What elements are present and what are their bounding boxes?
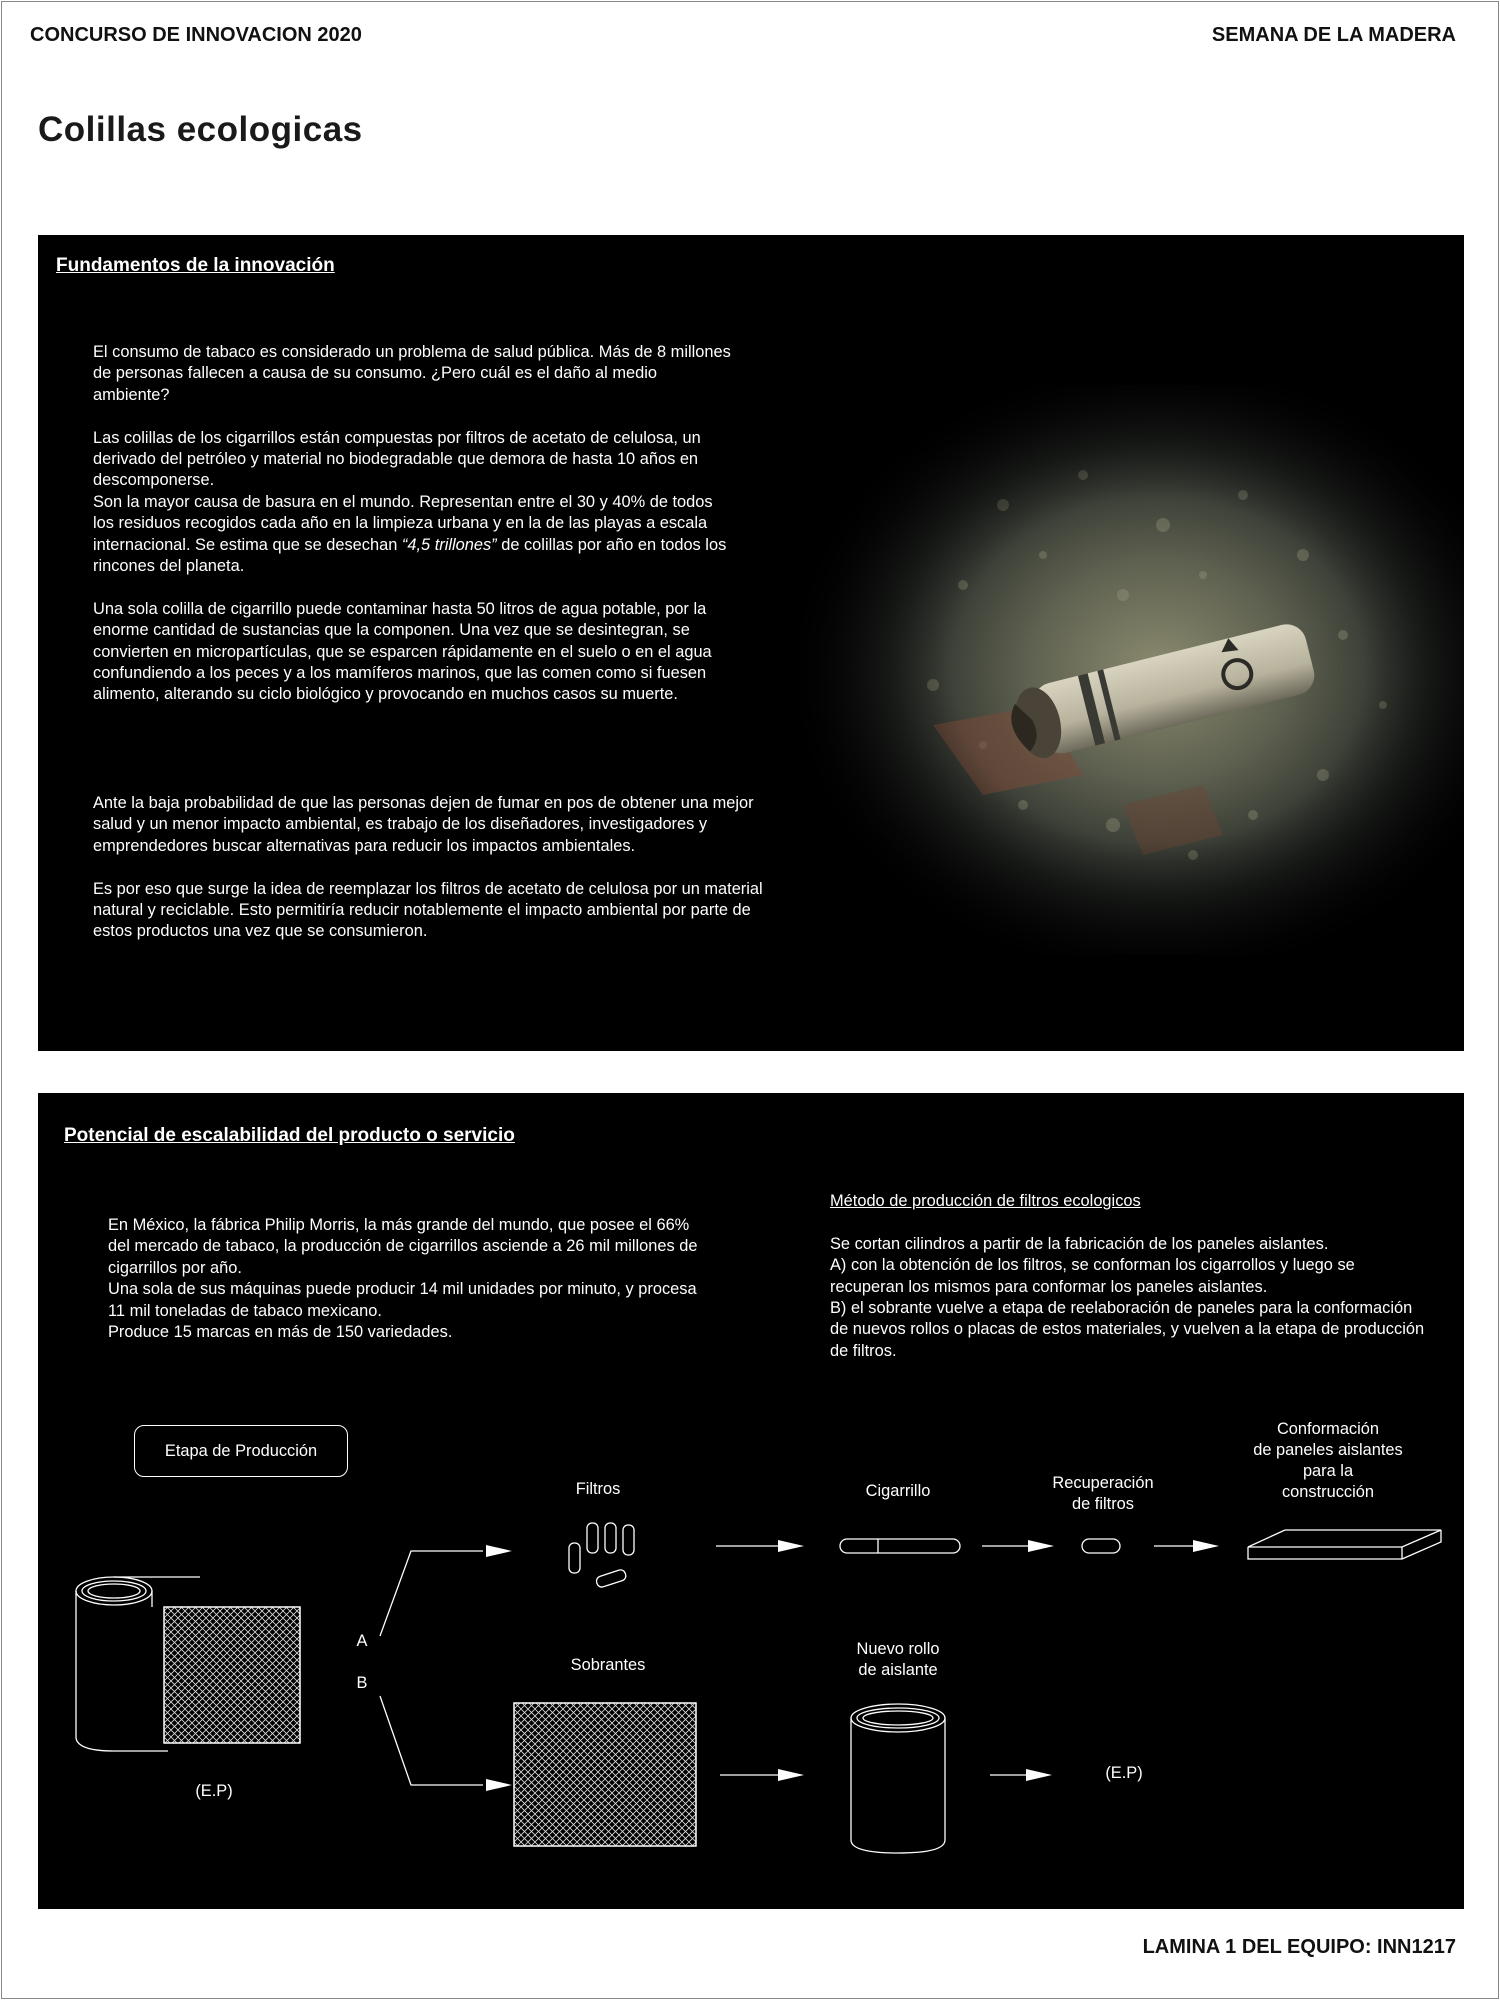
paragraph: Las colillas de los cigarrillos están compuestas por filtros de acetato de celulosa, un derivado del petróleo y material no biodegradable que demora de hasta 10 años en descomponerse.: [93, 428, 701, 490]
leftovers-label: Sobrantes: [570, 1656, 646, 1674]
fundamentals-panel: [38, 235, 1464, 1051]
label-line: de filtros: [1072, 1495, 1134, 1513]
branch-b-label: B: [356, 1674, 368, 1692]
ep-right-label: (E.P): [1105, 1764, 1143, 1782]
contest-header: CONCURSO DE INNOVACION 2020: [30, 24, 362, 46]
label-line: de paneles aislantes: [1253, 1441, 1403, 1459]
label-line: construcción: [1281, 1483, 1374, 1501]
fundamentals-title: Fundamentos de la innovación: [56, 255, 335, 276]
paragraph: Ante la baja probabilidad de que las personas dejen de fumar en pos de obtener una mejor salud y un menor impacto ambiental, es trabajo de los diseñadores, investigadores y emprendedores buscar alternativas para reducir los impactos ambientales.: [93, 794, 754, 855]
text-span: Son la mayor causa de basura en el mundo. Representan entre el 30 y 40% de todos los residuos recogidos cada año en la limpieza urbana y en la de las playas a escala internacional. Se estima que se desechan: [93, 492, 713, 554]
event-header: SEMANA DE LA MADERA: [1211, 24, 1456, 46]
branch-a-label: A: [356, 1632, 368, 1650]
emphasis-figure: “4,5 trillones”: [401, 535, 497, 554]
label-line: Conformación: [1276, 1420, 1380, 1438]
scalability-title: Potencial de escalabilidad del producto o servicio: [64, 1125, 515, 1146]
method-step: Se cortan cilindros a partir de la fabricación de los paneles aislantes.: [830, 1234, 1329, 1253]
page-title: Colillas ecologicas: [38, 110, 363, 149]
paragraph: Es por eso que surge la idea de reemplazar los filtros de acetato de celulosa por un material natural y reciclable. Esto permitiría reducir notablemente el impacto ambiental por parte de estos productos una vez que se consumieron.: [93, 879, 763, 941]
insulation-roll-icon: [76, 1577, 300, 1751]
ep-left-label: (E.P): [195, 1782, 233, 1800]
paragraph: Produce 15 marcas en más de 150 variedades.: [108, 1323, 453, 1342]
method-step-a: A) con la obtención de los filtros, se conforman los cigarrollos y luego se recuperan los mismos para conformar los paneles aislantes.: [830, 1256, 1355, 1296]
cigarette-butt-photo: [783, 385, 1464, 955]
scalability-panel: [38, 1093, 1464, 1909]
team-footer: LAMINA 1 DEL EQUIPO: INN1217: [1142, 1936, 1456, 1958]
method-title: Método de producción de filtros ecologicos: [830, 1192, 1141, 1210]
paragraph: Una sola de sus máquinas puede producir 14 mil unidades por minuto, y procesa 11 mil toneladas de tabaco mexicano.: [108, 1280, 697, 1320]
filters-icon: [569, 1523, 634, 1588]
paragraph: En México, la fábrica Philip Morris, la más grande del mundo, que posee el 66% del mercado de tabaco, la producción de cigarrillos asciende a 26 mil millones de cigarrillos por año.: [108, 1216, 698, 1277]
new-roll-icon: [851, 1704, 945, 1853]
label-line: para la: [1302, 1462, 1354, 1480]
fundamentals-text-top: [93, 342, 733, 727]
recovered-filter-icon: [1082, 1539, 1120, 1553]
cigarette-icon: [840, 1539, 960, 1553]
filters-label: Filtros: [575, 1480, 621, 1498]
paragraph: [93, 492, 733, 578]
label-line: Recuperación: [1052, 1474, 1154, 1492]
cigarette-label: Cigarrillo: [865, 1482, 931, 1500]
label-line: de aislante: [858, 1661, 938, 1679]
leftovers-mesh-icon: [514, 1703, 696, 1846]
fundamentals-text-bottom: [93, 793, 763, 964]
method-step-b: B) el sobrante vuelve a etapa de reelaboración de paneles para la conformación de nuevos rollos o placas de estos materiales, y vuelven a la etapa de producción de filtros.: [830, 1299, 1425, 1360]
production-flow-diagram: [38, 1093, 1464, 1909]
paragraph: Una sola colilla de cigarrillo puede contaminar hasta 50 litros de agua potable, por la enorme cantidad de sustancias que la componen. Una vez que se desintegran, se convierten en micropartículas, que se esparcen rápidamente en el suelo o en el agua confundiendo a los peces y a los mamíferos marinos, que las comen como si fuesen alimento, alterando su ciclo biológico y provocando en muchos casos su muerte.: [93, 599, 712, 704]
label-line: Nuevo rollo: [856, 1640, 940, 1658]
text-span: de colillas por año en todos los rincones del planeta.: [93, 535, 727, 576]
insulation-panel-icon: [1248, 1530, 1441, 1559]
paragraph: El consumo de tabaco es considerado un problema de salud pública. Más de 8 millones de personas fallecen a causa de su consumo. ¿Pero cuál es el daño al medio ambiente?: [93, 343, 731, 404]
production-stage-label: Etapa de Producción: [164, 1441, 318, 1460]
